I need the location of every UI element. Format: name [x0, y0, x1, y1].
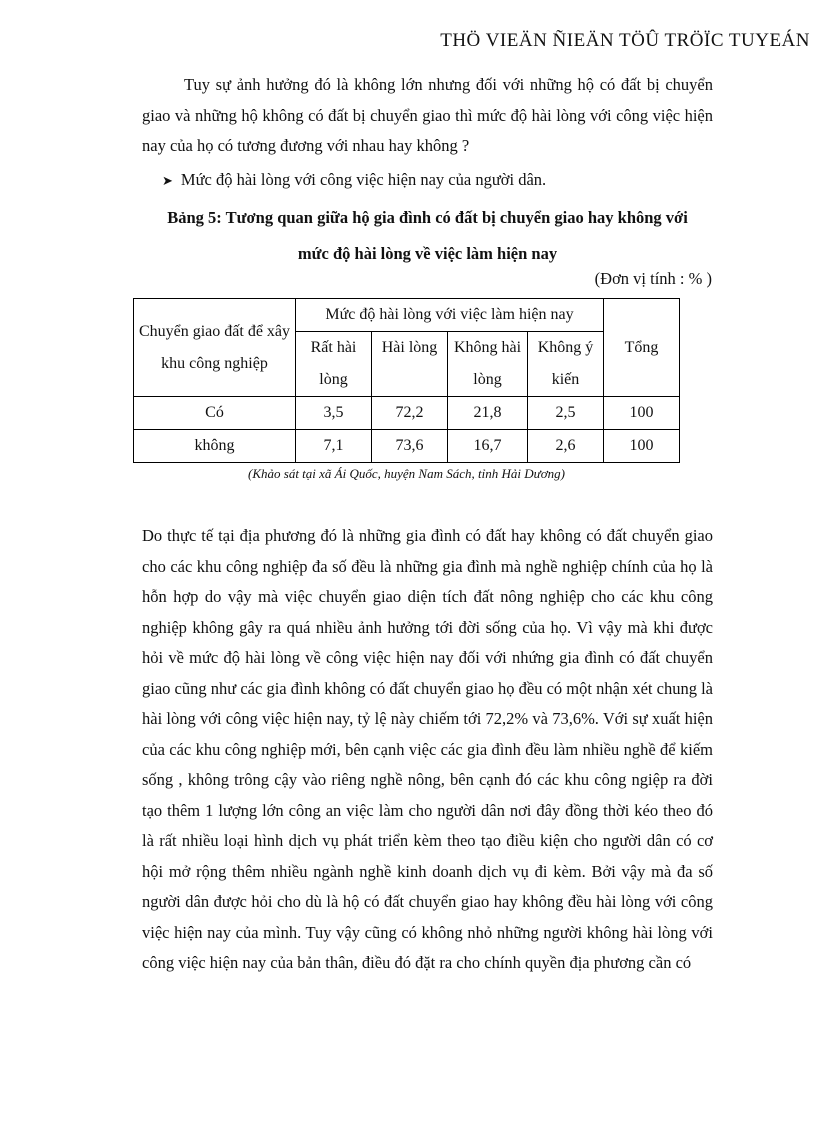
row-label: không: [134, 430, 296, 463]
page-header: THÖ VIEÄN ÑIEÄN TÖÛ TRÖÏC TUYEÁN: [440, 30, 810, 51]
row-header-cell: Chuyển giao đất để xây khu công nghiệp: [134, 299, 296, 397]
table-cell: 2,6: [528, 430, 604, 463]
total-header-cell: Tổng: [604, 299, 680, 397]
table-cell: 2,5: [528, 397, 604, 430]
table-cell: 3,5: [296, 397, 372, 430]
table-cell: 16,7: [448, 430, 528, 463]
row-label: Có: [134, 397, 296, 430]
table-title-line2: mức độ hài lòng về việc làm hiện nay: [297, 244, 558, 263]
paragraph-intro: Tuy sự ảnh hưởng đó là không lớn nhưng đối với những hộ có đất bị chuyển giao và những hộ không có đất bị chuyển giao thì mức độ hài lòng với công việc hiện nay của họ có tương đương với nhau hay không ?: [142, 75, 713, 155]
table-header-row: [134, 299, 680, 332]
arrow-bullet-icon: ➤: [162, 174, 173, 189]
column-header: Rất hài lòng: [296, 332, 372, 397]
table-cell-total: 100: [604, 397, 680, 430]
table-cell: 21,8: [448, 397, 528, 430]
table-title: [142, 200, 713, 272]
bullet-item: [162, 168, 546, 194]
table-source: (Khảo sát tại xã Ái Quốc, huyện Nam Sách, tỉnh Hải Dương): [248, 466, 565, 481]
column-header: Không ý kiến: [528, 332, 604, 397]
column-header: Hài lòng: [372, 332, 448, 397]
table-row: [134, 397, 680, 430]
bullet-text: Mức độ hài lòng với công việc hiện nay của người dân.: [180, 170, 547, 189]
table-title-line1: Bảng 5: Tương quan giữa hộ gia đình có đất bị chuyển giao hay không với: [167, 208, 688, 227]
paragraph-body: Do thực tế tại địa phương đó là những gia đình có đất hay không có đất chuyển giao cho các khu công nghiệp đa số đều là những gia đình mà nghề nghiệp chính của họ là hỗn hợp do vậy mà việc chuyển giao diện tích đất nông nghiệp cho các khu công nghiệp không gây ra quá nhiều ảnh hưởng tới đời sống của họ. Vì vậy mà khi được hỏi về mức độ hài lòng về công việc hiện nay đối với nhứng gia đình có đất chuyển giao cũng như các gia đình không có đất chuyển giao họ đều có một nhận xét chung là hài lòng với công việc hiện nay, tỷ lệ này chiếm tới 72,2% và 73,6%. Với sự xuất hiện của các khu công nghiệp mới, bên cạnh việc các gia đình đều làm nhiều nghề để kiếm sống , không trông cậy vào riêng nghề nông, bên cạnh đó các khu công ngiệp ra đời tạo thêm 1 lượng lớn công an việc làm cho người dân nơi đây đồng thời kéo theo đó là rất nhiều loại hình dịch vụ phát triển kèm theo tạo điều kiện cho người dân có cơ hội mở rộng thêm nhiều ngành nghề kinh doanh dịch vụ đi kèm. Bởi vậy mà đa số người dân được hỏi cho dù là hộ có đất chuyển giao hay không đều hài lòng với công việc hiện nay của mình. Tuy vậy cũng có không nhỏ những người không hài lòng với công việc hiện nay của bản thân, điều đó đặt ra cho chính quyền địa phương cần có: [142, 526, 713, 972]
table-cell: 72,2: [372, 397, 448, 430]
group-header-cell: Mức độ hài lòng với việc làm hiện nay: [296, 299, 604, 332]
table-cell: 73,6: [372, 430, 448, 463]
column-header: Không hài lòng: [448, 332, 528, 397]
table-cell-total: 100: [604, 430, 680, 463]
satisfaction-table: [133, 298, 680, 463]
table-row: [134, 430, 680, 463]
unit-note: (Đơn vị tính : % ): [594, 269, 712, 288]
table-cell: 7,1: [296, 430, 372, 463]
